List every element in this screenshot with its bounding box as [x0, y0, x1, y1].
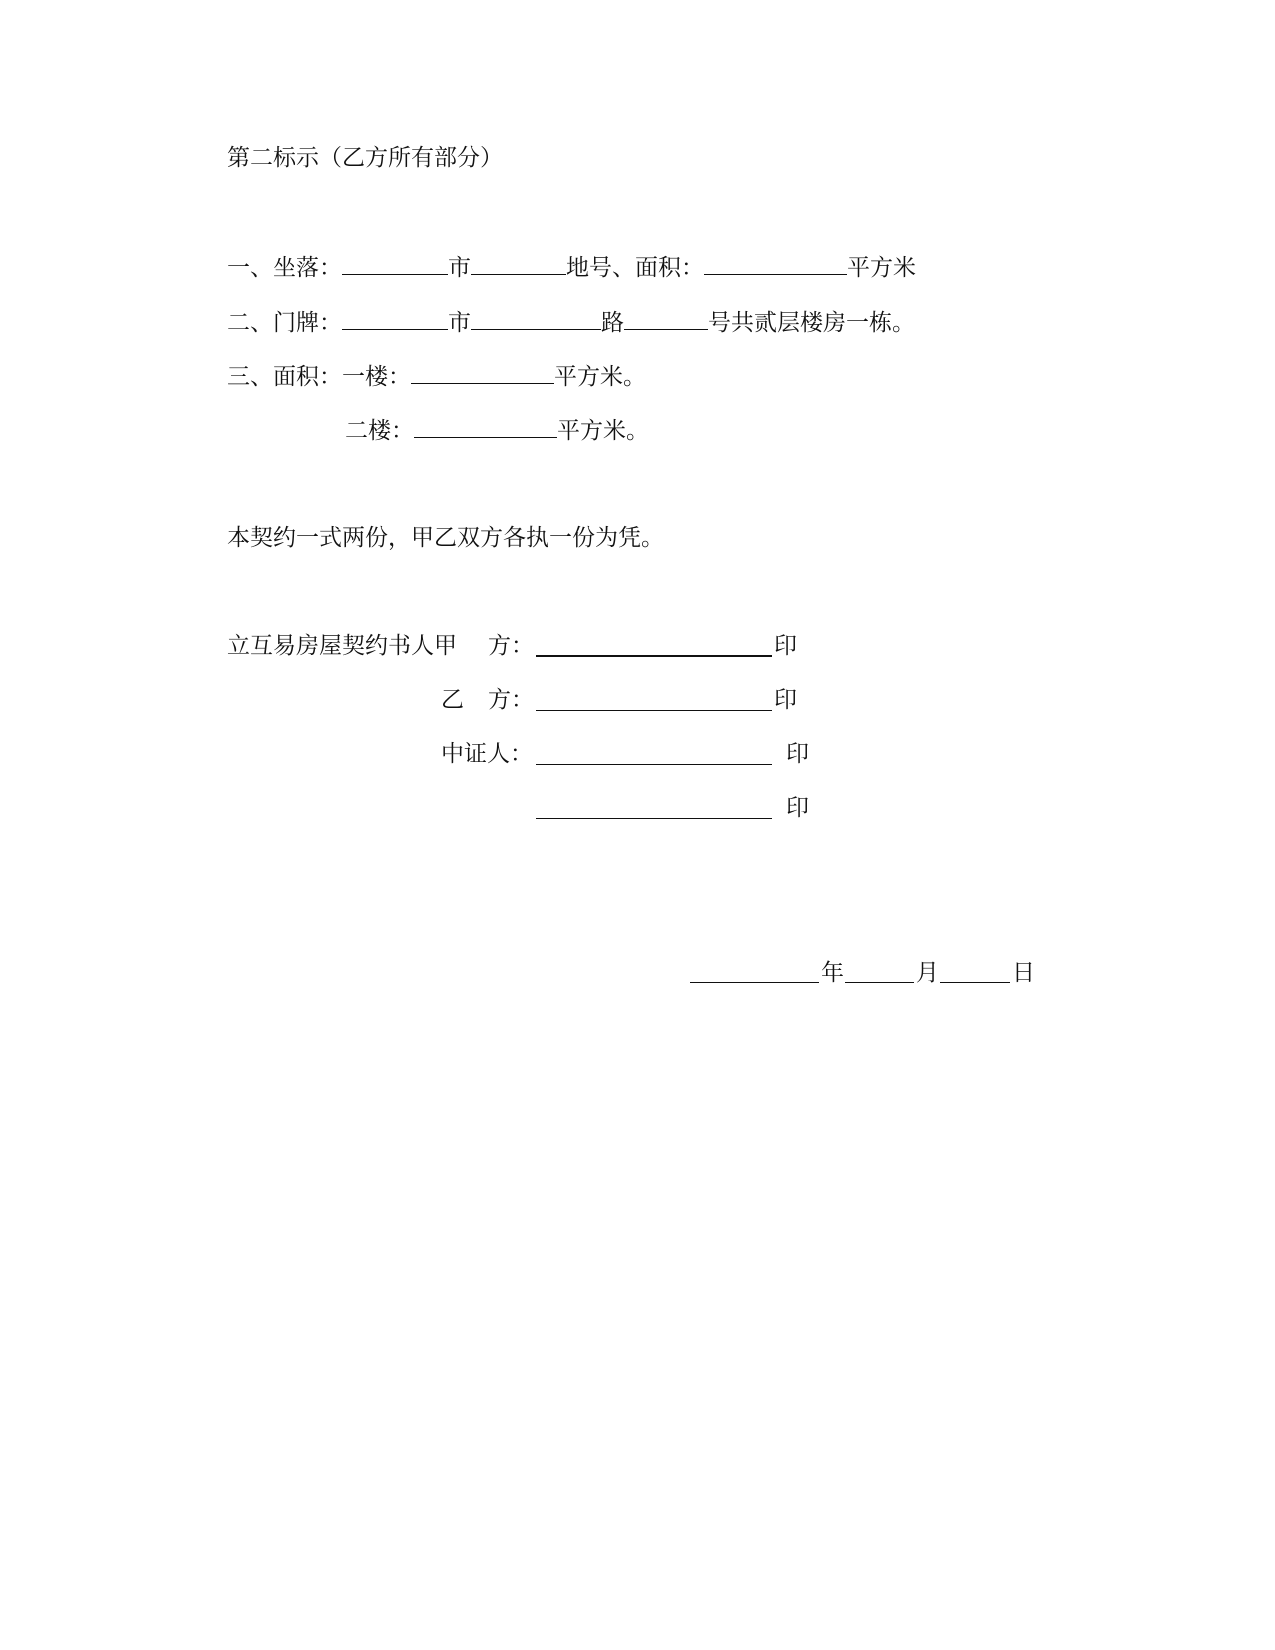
location-prefix: 一、坐落： — [227, 255, 342, 281]
party-b-seal: 印 — [774, 687, 797, 713]
witness-1-signature-line[interactable] — [536, 764, 772, 765]
date-year-blank[interactable] — [690, 982, 819, 983]
location-district-blank[interactable] — [471, 252, 566, 275]
area-floor1-unit: 平方米。 — [554, 364, 646, 390]
area-floor1-label: 一楼： — [342, 364, 411, 390]
item-doorplate — [227, 307, 915, 337]
date-year-label: 年 — [821, 960, 844, 986]
doorplate-number-blank[interactable] — [624, 307, 708, 330]
signature-header: 立互易房屋契约书人甲 — [227, 633, 457, 659]
date-month-label: 月 — [916, 960, 939, 986]
location-area-blank[interactable] — [704, 252, 847, 275]
area-floor2-blank[interactable] — [414, 415, 557, 438]
section-title-text: 第二标示（乙方所有部分） — [227, 145, 503, 171]
date-month-blank[interactable] — [845, 982, 914, 983]
witness-2-signature-line[interactable] — [536, 818, 772, 819]
section-title — [227, 143, 503, 173]
party-b-label: 乙 — [441, 687, 464, 713]
doorplate-road-blank[interactable] — [471, 307, 601, 330]
copies-statement-text: 本契约一式两份，甲乙双方各执一份为凭。 — [227, 525, 664, 551]
location-lot-area-label: 地号、面积： — [566, 255, 704, 281]
party-a-signature-line[interactable] — [536, 655, 772, 657]
witness-label: 中证人： — [441, 741, 533, 767]
party-a-label: 方： — [488, 633, 534, 659]
party-b-colon-label: 方： — [488, 687, 534, 713]
party-b-signature-line[interactable] — [536, 710, 772, 711]
witness-1-seal: 印 — [786, 741, 809, 767]
witness-2-seal: 印 — [786, 795, 809, 821]
doorplate-city-blank[interactable] — [342, 307, 448, 330]
location-city-blank[interactable] — [342, 252, 448, 275]
item-location — [227, 252, 916, 282]
area-prefix: 三、面积： — [227, 364, 342, 390]
doorplate-road-label: 路 — [601, 310, 624, 336]
doorplate-prefix: 二、门牌： — [227, 310, 342, 336]
location-city-label: 市 — [448, 255, 471, 281]
party-a-seal: 印 — [774, 633, 797, 659]
item-area-floor2 — [345, 415, 649, 445]
item-area-floor1 — [227, 361, 646, 391]
date-day-blank[interactable] — [940, 982, 1010, 983]
doorplate-suffix: 号共贰层楼房一栋。 — [708, 310, 915, 336]
date-day-label: 日 — [1012, 960, 1035, 986]
area-floor2-label: 二楼： — [345, 418, 414, 444]
copies-statement — [227, 523, 664, 553]
location-area-unit: 平方米 — [847, 255, 916, 281]
area-floor1-blank[interactable] — [411, 361, 554, 384]
area-floor2-unit: 平方米。 — [557, 418, 649, 444]
doorplate-city-label: 市 — [448, 310, 471, 336]
